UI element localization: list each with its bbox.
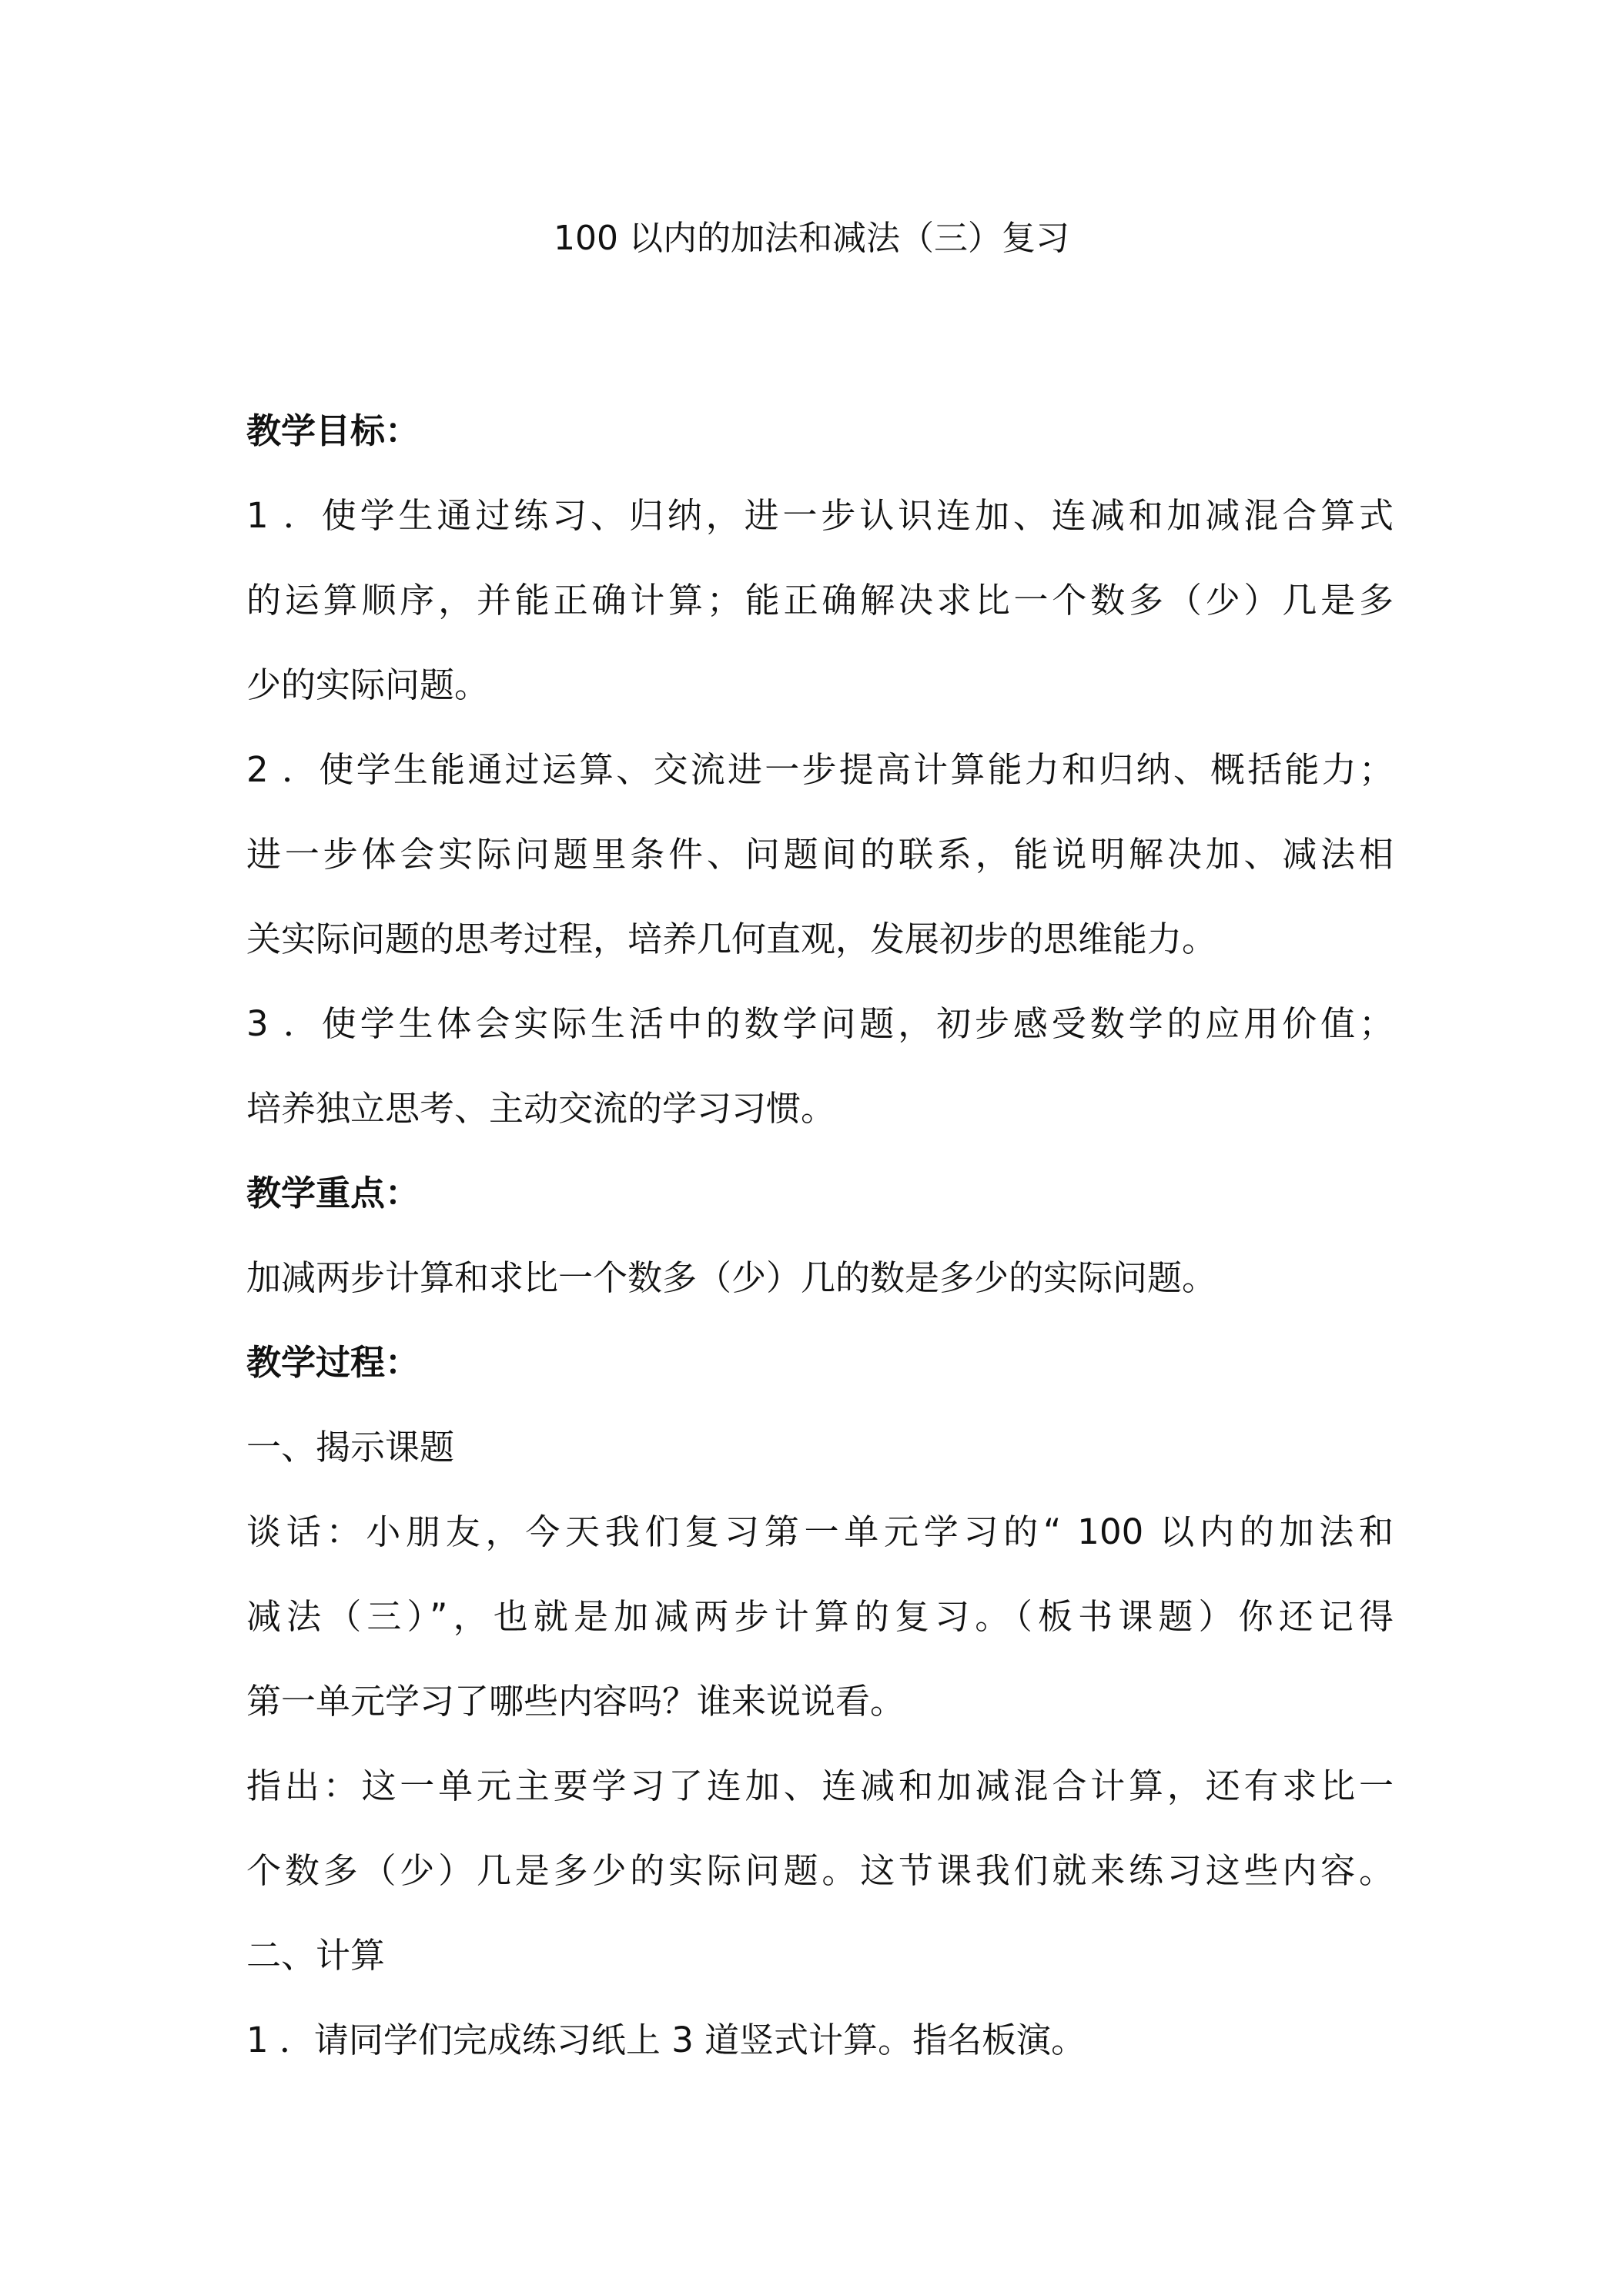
paragraph-line: 谈话：小朋友，今天我们复习第一单元学习的“ 100 以内的加法和	[246, 1511, 1394, 1552]
document-body	[246, 389, 1394, 2083]
paragraph-line: 第一单元学习了哪些内容吗？谁来说说看。	[246, 1681, 905, 1722]
section-heading: 教学重点：	[246, 1173, 420, 1213]
paragraph-line: 少的实际问题。	[246, 664, 490, 705]
section-heading: 教学目标：	[246, 410, 420, 451]
paragraph-line: 进一步体会实际问题里条件、问题间的联系，能说明解决加、减法相	[246, 834, 1394, 875]
paragraph-line: 2 ．使学生能通过运算、交流进一步提高计算能力和归纳、概括能力；	[246, 749, 1394, 790]
paragraph-line: 的运算顺序，并能正确计算；能正确解决求比一个数多（少）几是多	[246, 580, 1394, 621]
section-heading: 教学过程：	[246, 1342, 420, 1383]
paragraph-line: 1 ．请同学们完成练习纸上 3 道竖式计算。指名板演。	[246, 2020, 1086, 2060]
paragraph-line: 减法（三）”，也就是加减两步计算的复习。（板书课题）你还记得	[246, 1596, 1394, 1637]
document-title: 100 以内的加法和减法（三）复习	[554, 219, 1069, 258]
paragraph-line: 一、揭示课题	[246, 1427, 455, 1468]
paragraph-line: 3 ．使学生体会实际生活中的数学问题，初步感受数学的应用价值；	[246, 1003, 1394, 1044]
paragraph-line: 加减两步计算和求比一个数多（少）几的数是多少的实际问题。	[246, 1257, 1217, 1298]
paragraph-line: 个数多（少）几是多少的实际问题。这节课我们就来练习这些内容。	[246, 1850, 1394, 1891]
paragraph-line: 培养独立思考、主动交流的学习习惯。	[246, 1088, 836, 1129]
paragraph-line: 关实际问题的思考过程，培养几何直观，发展初步的思维能力。	[246, 919, 1217, 959]
paragraph-line: 1 ．使学生通过练习、归纳，进一步认识连加、连减和加减混合算式	[246, 495, 1394, 536]
paragraph-line: 二、计算	[246, 1935, 386, 1976]
paragraph-line: 指出：这一单元主要学习了连加、连减和加减混合计算，还有求比一	[246, 1766, 1394, 1806]
